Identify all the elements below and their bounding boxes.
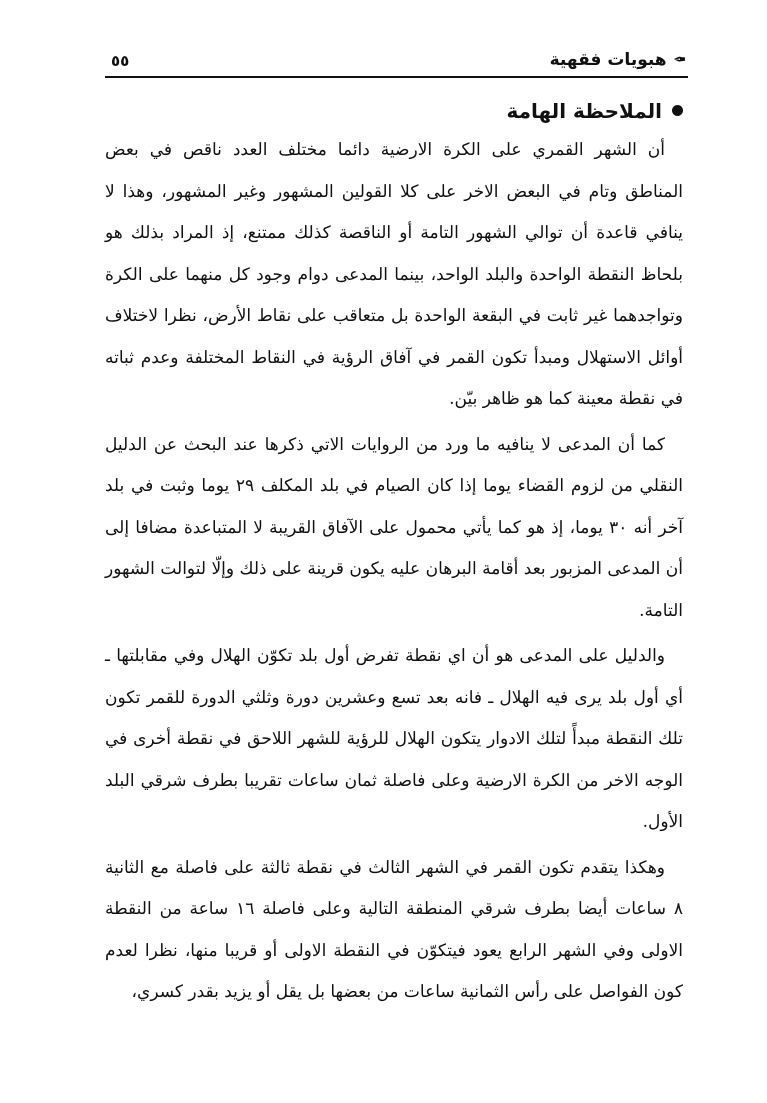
page-header bbox=[105, 48, 688, 78]
page-body bbox=[105, 92, 683, 1018]
section-heading-text: الملاحظة الهامة bbox=[506, 99, 662, 123]
header-divider bbox=[105, 76, 688, 78]
bullet-icon bbox=[672, 105, 683, 116]
quill-pen-icon: ✒ bbox=[672, 50, 686, 69]
paragraph-3: والدليل على المدعى هو أن اي نقطة تفرض أول بلد تكوّن الهلال وفي مقابلتها ـ أي أول بلد يرى فيه الهلال ـ فانه بعد تسع وعشرين دورة وثلثي الدورة للقمر تكون تلك النقطة مبدأً لتلك الادوار يتكون الهلال للرؤية للشهر اللاحق في نقطة أخرى في الوجه الاخر من الكرة الارضية وعلى فاصلة ثمان ساعات تقريبا بطرف شرقي البلد الأول. bbox=[105, 646, 683, 832]
running-title bbox=[550, 50, 686, 70]
paragraph-4: وهكذا يتقدم تكون القمر في الشهر الثالث في نقطة ثالثة على فاصلة مع الثانية ٨ ساعات أيضا بطرف شرقي المنطقة التالية وعلى فاصلة ١٦ ساعة من النقطة الاولى وفي الشهر الرابع يعود فيتكوّن في النقطة الاولى أو قريبا منها، نظرا لعدم كون الفواصل على رأس الثمانية ساعات من بعضها بل يقل أو يزيد بقدر كسري، bbox=[105, 857, 683, 1002]
paragraph-2: كما أن المدعى لا ينافيه ما ورد من الروايات الاتي ذكرها عند البحث عن الدليل النقلي من لزوم القضاء يوما إذا كان الصيام في بلد المكلف ٢٩ يوما وثبت في بلد آخر أنه ٣٠ يوما، إذ هو كما يأتي محمول على الآفاق القريبة لا المتباعدة مضافا إلى أن المدعى المزبور بعد أقامة البرهان عليه يكون قرينة على ذلك وإلّا لتوالت الشهور التامة. bbox=[105, 434, 683, 621]
section-heading bbox=[105, 92, 683, 130]
paragraph-1: أن الشهر القمري على الكرة الارضية دائما مختلف العدد ناقص في بعض المناطق وتام في البعض الاخر على كلا القولين المشهور وغير المشهور، وهذا لا ينافي قاعدة أن توالي الشهور التامة أو الناقصة كذلك ممتنع، إذ المراد بذلك هو بلحاظ النقطة الواحدة والبلد الواحد، بينما المدعى دوام وجود كل منهما على الكرة وتواجدهما غير ثابت في البقعة الواحدة بل متعاقب على نقاط الأرض، نظرا لاختلاف أوائل الاستهلال ومبدأ تكون القمر في آفاق الرؤية في النقاط المختلفة وعدم ثباته في نقطة معينة كما هو ظاهر بيّن. bbox=[105, 140, 683, 409]
running-title-text: هبويات فقهية bbox=[549, 50, 667, 70]
page-number: ٥٥ bbox=[111, 52, 130, 70]
